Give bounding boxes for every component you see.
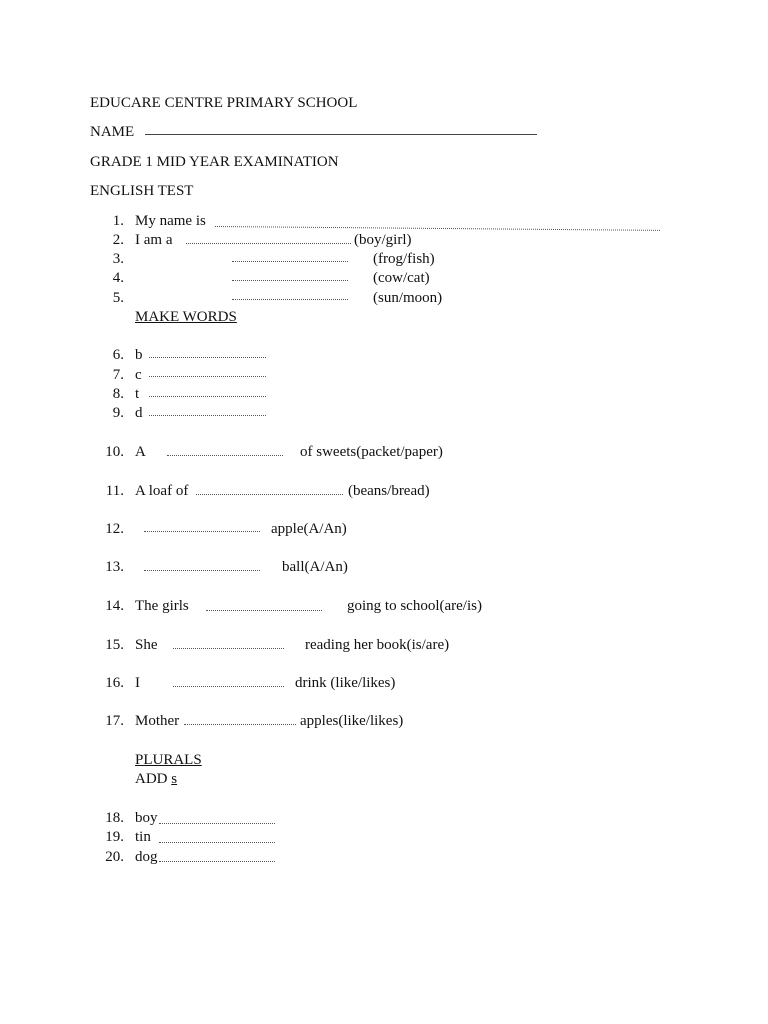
question-options: (frog/fish)	[373, 251, 435, 267]
question-number: 2.	[112, 232, 124, 248]
answer-line[interactable]	[173, 686, 284, 687]
question-options: apples(like/likes)	[300, 713, 404, 729]
answer-line[interactable]	[232, 299, 348, 300]
subject-title: ENGLISH TEST	[90, 183, 194, 199]
question-number: 10.	[105, 444, 124, 460]
question-text: t	[135, 386, 140, 402]
question-number: 12.	[105, 521, 124, 537]
question-number: 6.	[112, 347, 124, 363]
question-text: dog	[135, 849, 158, 865]
question-text: A loaf of	[135, 483, 189, 499]
school-name: EDUCARE CENTRE PRIMARY SCHOOL	[90, 95, 358, 111]
question-options: (cow/cat)	[373, 270, 430, 286]
question-options: reading her book(is/are)	[305, 637, 450, 653]
question-number: 18.	[105, 810, 124, 826]
question-text: Mother	[135, 713, 180, 729]
question-options: (boy/girl)	[354, 232, 412, 248]
question-number: 11.	[105, 483, 124, 499]
question-number: 19.	[105, 829, 124, 845]
question-number: 5.	[112, 290, 124, 306]
answer-line[interactable]	[184, 724, 296, 725]
question-number: 20.	[105, 849, 124, 865]
answer-line[interactable]	[196, 494, 343, 495]
question-number: 7.	[112, 367, 124, 383]
question-number: 4.	[112, 270, 124, 286]
question-number: 17.	[105, 713, 124, 729]
question-options: (sun/moon)	[373, 290, 443, 306]
question-text: boy	[135, 810, 158, 826]
answer-line[interactable]	[215, 226, 660, 231]
section-heading-make-words: MAKE WORDS	[135, 309, 237, 325]
name-answer-line[interactable]	[145, 134, 537, 135]
question-text: tin	[135, 829, 151, 845]
question-number: 3.	[112, 251, 124, 267]
question-text: d	[135, 405, 143, 421]
question-text: A	[135, 444, 146, 460]
answer-line[interactable]	[149, 396, 266, 397]
answer-line[interactable]	[186, 243, 351, 244]
answer-line[interactable]	[232, 261, 348, 262]
question-options: apple(A/An)	[271, 521, 347, 537]
question-text: I	[135, 675, 140, 691]
question-options: drink (like/likes)	[295, 675, 396, 691]
answer-line[interactable]	[149, 415, 266, 416]
question-number: 13.	[105, 559, 124, 575]
question-number: 9.	[112, 405, 124, 421]
question-number: 1.	[112, 213, 124, 229]
answer-line[interactable]	[159, 861, 275, 862]
plurals-instruction: ADD s	[135, 771, 178, 787]
question-options: (beans/bread)	[348, 483, 430, 499]
question-text: She	[135, 637, 158, 653]
question-text: I am a	[135, 232, 173, 248]
answer-line[interactable]	[173, 648, 284, 649]
section-heading-plurals: PLURALS	[135, 752, 202, 768]
answer-line[interactable]	[149, 357, 266, 358]
question-number: 16.	[105, 675, 124, 691]
question-options: ball(A/An)	[282, 559, 348, 575]
question-text: The girls	[135, 598, 189, 614]
exam-title: GRADE 1 MID YEAR EXAMINATION	[90, 154, 339, 170]
answer-line[interactable]	[149, 376, 266, 377]
answer-line[interactable]	[232, 280, 348, 281]
answer-line[interactable]	[206, 610, 322, 611]
answer-line[interactable]	[144, 570, 260, 571]
answer-line[interactable]	[144, 531, 260, 532]
question-options: going to school(are/is)	[347, 598, 482, 614]
answer-line[interactable]	[167, 455, 283, 456]
question-number: 15.	[105, 637, 124, 653]
question-text: My name is	[135, 213, 206, 229]
answer-line[interactable]	[159, 823, 275, 824]
question-text: c	[135, 367, 142, 383]
question-text: b	[135, 347, 143, 363]
answer-line[interactable]	[159, 842, 275, 843]
question-number: 14.	[105, 598, 124, 614]
question-options: of sweets(packet/paper)	[300, 444, 443, 460]
question-number: 8.	[112, 386, 124, 402]
name-label: NAME	[90, 124, 135, 140]
